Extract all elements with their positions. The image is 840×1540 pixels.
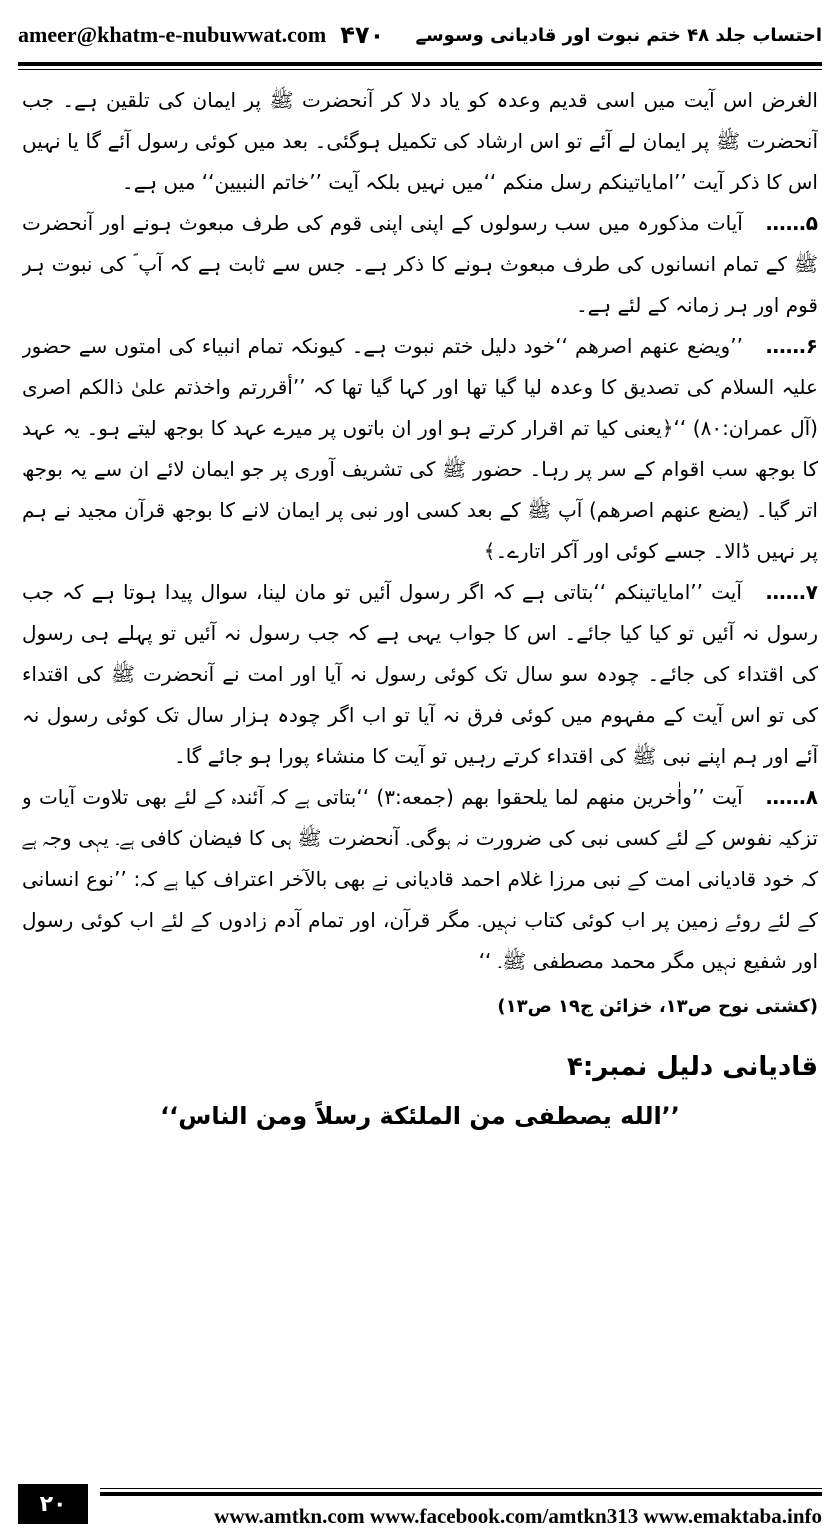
- footer-rule-thick: [100, 1492, 822, 1496]
- page-header: [18, 14, 822, 56]
- paragraph-intro: [22, 80, 818, 203]
- footer-rule-thin: [100, 1488, 822, 1489]
- header-rule-thin: [18, 69, 822, 70]
- paragraph-8: [22, 777, 818, 982]
- paragraph-number: ۶……: [765, 334, 818, 358]
- paragraph-text: ’’ویضع عنهم اصرهم ‘‘خود دلیل ختم نبوت ہے۔ کیونکہ تمام انبیاء کی امتوں سے حضور علیہ السلام کی تصدیق کا وعدہ لیا گیا تھا اور کہا گیا تھا کہ ’’أقررتم واخذتم علیٰ ذالکم اصری (آل عمران:۸۰) ‘‘﴿یعنی کیا تم اقرار کرتے ہو اور ان باتوں پر میرے عہد کا بوجھ لیتے ہو۔ یہ عہد کا بوجھ سب اقوام کے سر پر رہا۔ حضور ﷺ کی تشریف آوری پر جو ایمان لائے ان سے یہ بوجھ اتر گیا۔ (یضع عنهم اصرهم) آپ ﷺ کے بعد کسی اور نبی پر ایمان لانے کا بوجھ قرآن مجید نے ہم پر نہیں ڈالا۔ جسے کوئی اور آکر اتارے۔﴾: [22, 334, 818, 563]
- header-left: [18, 21, 384, 49]
- paragraph-number: ۵……: [765, 211, 818, 235]
- footer-links: www.amtkn.com www.facebook.com/amtkn313 www.emaktaba.info: [214, 1503, 822, 1528]
- paragraph-text: آیت ’’واٰخرین منهم لما یلحقوا بهم (جمعه:۳) ‘‘بتاتی ہے کہ آئندہ کے لئے بھی تلاوت آیات و تزکیہ نفوس کے لئے کسی نبی کی ضرورت نہ ہوگی۔ آنحضرت ﷺ ہی کا فیضان کافی ہے۔ یہی وجہ ہے کہ خود قادیانی امت کے نبی مرزا غلام احمد قادیانی نے بھی بالآخر اعتراف کیا ہے کہ: ’’نوع انسانی کے لئے روئے زمین پر اب کوئی کتاب نہیں۔ مگر قرآن، اور تمام آدم زادوں کے لئے اب کوئی رسول اور شفیع نہیں مگر محمد مصطفی ﷺ۔ ‘‘: [22, 785, 818, 973]
- section-heading: قادیانی دلیل نمبر:۴: [566, 1052, 818, 1082]
- paragraph-text: آیت ’’امایاتینکم ‘‘بتاتی ہے کہ اگر رسول آئیں تو مان لینا، سوال پیدا ہوتا ہے کہ جب رسول نہ آئیں تو کیا کیا جائے۔ اس کا جواب یہی ہے کہ جب رسول نہ آئیں تو پہلے ہی رسول کی اقتداء کی جائے۔ چودہ سو سال تک کوئی رسول نہ آیا اور امت نے آنحضرت ﷺ کی اقتداء کی تو اس آیت کے مفہوم میں کوئی فرق نہ آیا تو اب اگر چودہ ہزار سال تک کوئی رسول نہ آئے اور ہم اپنے نبی ﷺ کی اقتداء کرتے رہیں تو آیت کا منشاء پورا ہو جائے گا۔: [22, 580, 818, 768]
- arabic-quote: ’’الله یصطفی من الملئکة رسلاً ومن الناس‘‘: [160, 1102, 680, 1130]
- paragraph-number: ۸……: [765, 785, 818, 809]
- paragraph-text: الغرض اس آیت میں اسی قدیم وعدہ کو یاد دلا کر آنحضرت ﷺ پر ایمان کی تلقین ہے۔ جب آنحضرت ﷺ پر ایمان لے آئے تو اس ارشاد کی تکمیل ہوگئی۔ بعد میں کوئی رسول آئے گا یا نہیں اس کا ذکر آیت ’’امایاتینکم رسل منکم ‘‘میں نہیں بلکہ آیت ’’خاتم النبیین‘‘ میں ہے۔: [22, 88, 818, 194]
- header-rule-thick: [18, 62, 822, 66]
- header-page-number: ۴۷۰: [340, 21, 385, 49]
- paragraph-7: [22, 572, 818, 777]
- paragraph-6: [22, 326, 818, 572]
- footer-page-badge: ۲۰: [18, 1484, 88, 1524]
- header-email: ameer@khatm-e-nubuwwat.com: [18, 22, 327, 47]
- paragraph-5: [22, 203, 818, 326]
- page-body: [22, 80, 818, 1466]
- paragraph-number: ۷……: [765, 580, 818, 604]
- citation: (کشتی نوح ص۱۳، خزائن ج۱۹ ص۱۳): [497, 996, 818, 1017]
- paragraph-text: آیات مذکورہ میں سب رسولوں کے اپنی اپنی قوم کی طرف مبعوث ہونے اور آنحضرت ﷺ کے تمام انسانوں کی طرف مبعوث ہونے کا ذکر ہے۔ جس سے ثابت ہے کہ آپ ؐ کی نبوت ہر قوم اور ہر زمانہ کے لئے ہے۔: [22, 211, 818, 317]
- header-title: احتساب جلد ۴۸ ختم نبوت اور قادیانی وسوسے: [415, 24, 822, 46]
